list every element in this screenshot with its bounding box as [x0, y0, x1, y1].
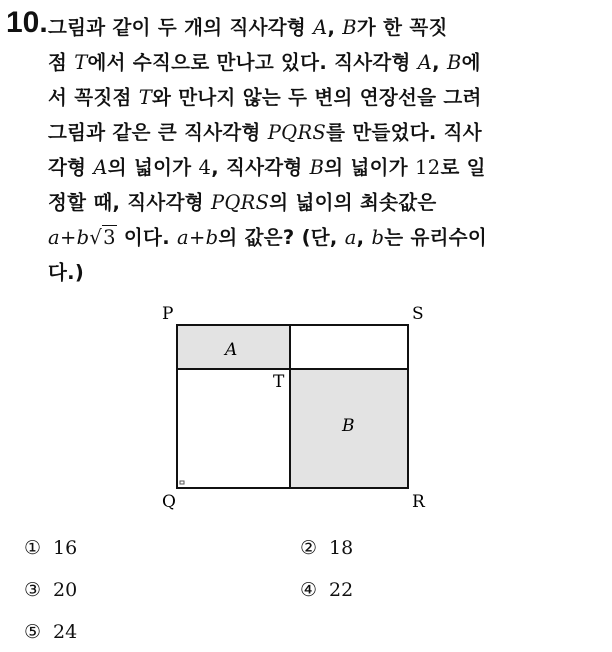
math-variable: PQRS	[210, 191, 270, 214]
question-line-5	[48, 150, 596, 185]
option-mark: ③	[24, 579, 42, 601]
vertex-label-p: P	[162, 304, 174, 324]
vertex-label-t: T	[273, 372, 285, 392]
text-segment: 정할 때, 직사각형	[48, 191, 211, 214]
square-root	[89, 225, 116, 249]
option-mark: ①	[24, 537, 42, 559]
math-variable: A	[313, 16, 328, 39]
math-variable: b	[76, 226, 90, 249]
option-value: 18	[329, 537, 354, 559]
question-number: 10.	[6, 6, 48, 39]
math-variable: a	[344, 226, 357, 249]
option-2[interactable]	[300, 537, 353, 559]
region-label-a: A	[225, 340, 238, 360]
question-line-2	[48, 45, 596, 80]
question-line-3	[48, 80, 596, 115]
option-5[interactable]	[24, 621, 77, 643]
text-segment: 를 만들었다. 직사	[326, 121, 482, 144]
text-segment: 다.)	[48, 261, 85, 284]
option-value: 24	[53, 621, 78, 643]
math-variable: T	[138, 86, 153, 109]
right-angle-mark	[180, 481, 184, 484]
option-value: 16	[53, 537, 78, 559]
text-segment: 각형	[48, 156, 94, 179]
math-variable: b	[205, 226, 219, 249]
text-segment: 그림과 같은 큰 직사각형	[48, 121, 268, 144]
text-segment: 로 일	[440, 156, 486, 179]
math-variable: A	[93, 156, 108, 179]
text-segment: ,	[356, 226, 372, 249]
text-segment: ,	[432, 51, 447, 74]
math-operator: +	[59, 226, 77, 249]
math-variable: a	[48, 226, 60, 249]
text-segment: 에	[461, 51, 481, 74]
vertex-label-s: S	[412, 304, 424, 324]
text-segment: ,	[327, 16, 343, 39]
option-mark: ④	[300, 579, 318, 601]
text-segment: 에서 수직으로 만나고 있다. 직사각형	[87, 51, 418, 74]
math-number: 12	[415, 156, 441, 179]
math-variable: A	[417, 51, 433, 74]
text-segment: 점	[48, 51, 75, 74]
vertex-label-q: Q	[162, 492, 176, 512]
question-line-7	[48, 220, 596, 255]
math-variable: B	[342, 16, 357, 39]
option-3[interactable]	[24, 579, 77, 601]
math-variable: a	[177, 226, 189, 249]
radicand: 3	[103, 226, 116, 249]
question-line-1	[48, 10, 596, 45]
text-segment: 의 값은? (단,	[218, 226, 345, 249]
option-4[interactable]	[300, 579, 353, 601]
question-line-6	[48, 185, 596, 220]
math-operator: +	[188, 226, 206, 249]
text-segment: 는 유리수이	[384, 226, 488, 249]
question-line-4	[48, 115, 596, 150]
vertex-label-r: R	[412, 492, 425, 512]
text-segment: 이다.	[116, 226, 177, 249]
math-variable: PQRS	[267, 121, 327, 144]
math-number: 4	[198, 156, 212, 179]
math-variable: B	[446, 51, 462, 74]
option-1[interactable]	[24, 537, 77, 559]
option-value: 22	[329, 579, 354, 601]
figure-svg	[150, 296, 440, 516]
question-line-8	[48, 255, 596, 290]
text-segment: 의 넓이의 최솟값은	[269, 191, 437, 214]
option-mark: ②	[300, 537, 318, 559]
option-value: 20	[53, 579, 78, 601]
text-segment: 와 만나지 않는 두 변의 연장선을 그려	[152, 86, 482, 109]
question-text	[48, 10, 596, 290]
option-mark: ⑤	[24, 621, 42, 643]
radical-sign: √	[89, 226, 103, 249]
rectangle-figure	[150, 296, 440, 516]
text-segment: 그림과 같이 두 개의 직사각형	[48, 16, 314, 39]
math-variable: b	[371, 226, 385, 249]
math-variable: T	[74, 51, 88, 74]
region-label-b: B	[342, 416, 355, 436]
math-variable: B	[309, 156, 325, 179]
text-segment: 서 꼭짓점	[48, 86, 139, 109]
text-segment: , 직사각형	[211, 156, 310, 179]
text-segment: 의 넓이가	[324, 156, 416, 179]
text-segment: 의 넓이가	[107, 156, 199, 179]
text-segment: 가 한 꼭짓	[356, 16, 448, 39]
